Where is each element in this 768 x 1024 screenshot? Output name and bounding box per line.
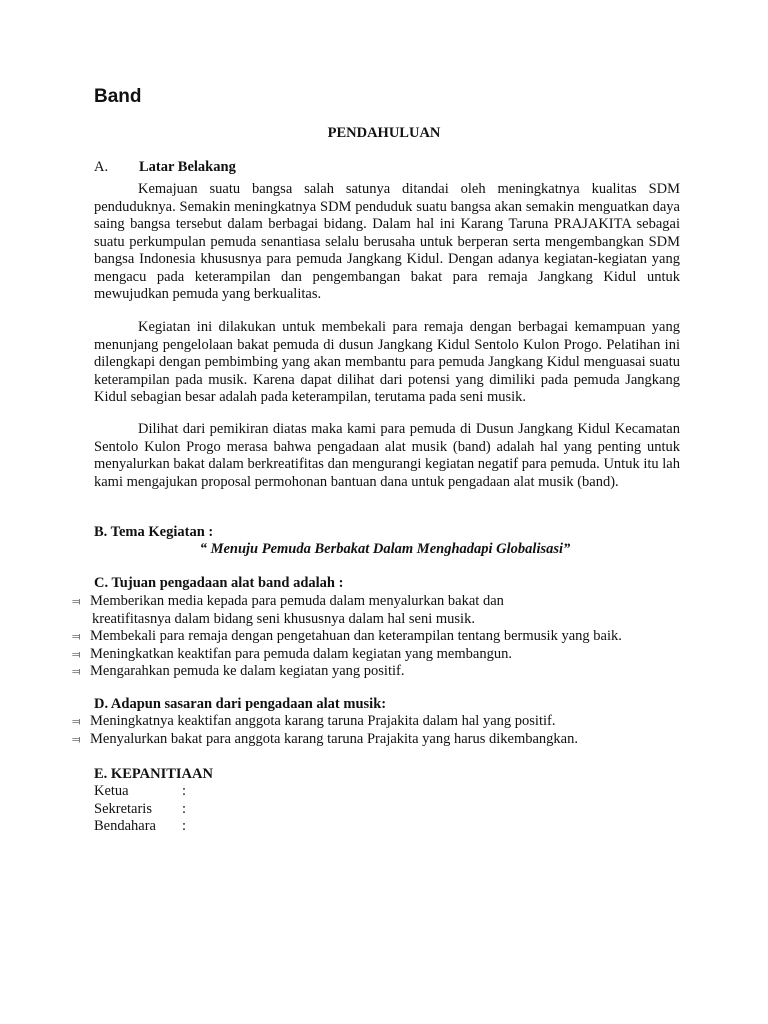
committee-colon: : (182, 783, 187, 799)
list-item (72, 731, 672, 749)
theme-text (0, 541, 768, 559)
committee-label: Ketua (94, 783, 129, 799)
section-c-heading: C. Tujuan pengadaan alat band adalah : (94, 575, 344, 591)
section-a-number: A. (94, 159, 109, 175)
target-2: Menyalurkan bakat para anggota karang taruna Prajakita yang harus dikembangkan. (90, 730, 578, 747)
list-item (72, 593, 672, 628)
wingding-arrow-icon: ⫤ (72, 732, 81, 746)
committee-label: Bendahara (94, 818, 156, 834)
committee-row-ketua (94, 783, 186, 801)
objectives-list (72, 593, 672, 681)
committee-row-sekretaris (94, 801, 186, 819)
objective-4: Mengarahkan pemuda ke dalam kegiatan yang positif. (90, 663, 405, 679)
objective-3: Meningkatkan keaktifan para pemuda dalam kegiatan yang membangun. (90, 645, 512, 662)
document-title: Band (94, 86, 142, 107)
objective-2: Membekali para remaja dengan pengetahuan dan keterampilan tentang bermusik yang baik. (90, 628, 622, 644)
paragraph-3: Dilihat dari pemikiran diatas maka kami para pemuda di Dusun Jangkang Kidul Kecamatan Sentolo Kulon Progo merasa bahwa pengadaan alat musik (band) adalah hal yang penting untuk menyalurkan bakat dalam berkreatifitas dan mengurangi kegiatan negatif para pemuda. Untuk itu lah kami mengajukan proposal permohonan bantuan dana untuk pengadaan alat musik (band). (94, 421, 680, 490)
committee-table (94, 783, 186, 836)
committee-label: Sekretaris (94, 800, 152, 817)
targets-list (72, 713, 672, 748)
wingding-arrow-icon: ⫤ (72, 630, 81, 643)
section-a-title: Latar Belakang (139, 159, 236, 175)
committee-colon: : (182, 818, 187, 834)
section-a-heading (94, 159, 236, 177)
committee-colon: : (182, 800, 187, 817)
section-b-heading: B. Tema Kegiatan : (94, 524, 214, 540)
list-item (72, 646, 672, 664)
section-e-heading: E. KEPANITIAAN (94, 766, 213, 782)
paragraph-2: Kegiatan ini dilakukan untuk membekali para remaja dengan berbagai kemampuan yang menunjang pengelolaan bakat pemuda di dusun Jangkang Kidul Sentolo Kulon Progo. Pelatihan ini dilengkapi dengan pembimbing yang akan membantu para pemuda Jangkang Kidul menguasai suatu keterampilan pada musik. Karena dapat dilihat dari potensi yang dimiliki pada pemuda Jangkang Kidul sebagian besar adalah pada keterampilan, terutama pada seni musik. (94, 319, 680, 405)
wingding-arrow-icon: ⫤ (72, 595, 81, 608)
committee-row-bendahara (94, 818, 186, 836)
section-d-heading: D. Adapun sasaran dari pengadaan alat musik: (94, 696, 387, 712)
objective-1-line-2: kreatifitasnya dalam bidang seni khususnya dalam hal seni musik. (92, 610, 475, 627)
objective-1-line-1: Memberikan media kepada para pemuda dalam menyalurkan bakat dan (90, 593, 504, 609)
list-item (72, 663, 672, 681)
target-1: Meningkatnya keaktifan anggota karang taruna Prajakita dalam hal yang positif. (90, 713, 556, 729)
paragraph-1: Kemajuan suatu bangsa salah satunya ditandai oleh meningkatnya kualitas SDM penduduknya. Semakin meningkatnya SDM penduduk suatu bangsa akan semakin menguatkan daya saing bangsa tersebut dalam berbagai bidang. Dalam hal ini Karang Taruna PRAJAKITA sebagai suatu perkumpulan pemuda senantiasa selalu berusaha untuk berperan serta mengembangkan SDM bangsa Indonesia khususnya para pemuda Jangkang Kidul. Dengan adanya kegiatan-kegiatan yang mengacu pada keterampilan dan pengembangan bakat para remaja Jangkang Kidul untuk mewujudkan pemuda yang berkualitas. (94, 181, 680, 302)
list-item (72, 628, 672, 646)
theme-quote: “ Menuju Pemuda Berbakat Dalam Menghadapi Globalisasi” (199, 541, 571, 557)
wingding-arrow-icon: ⫤ (72, 715, 81, 728)
chapter-heading: PENDAHULUAN (327, 125, 441, 141)
list-item (72, 713, 672, 731)
wingding-arrow-icon: ⫤ (72, 665, 81, 678)
wingding-arrow-icon: ⫤ (72, 647, 81, 661)
